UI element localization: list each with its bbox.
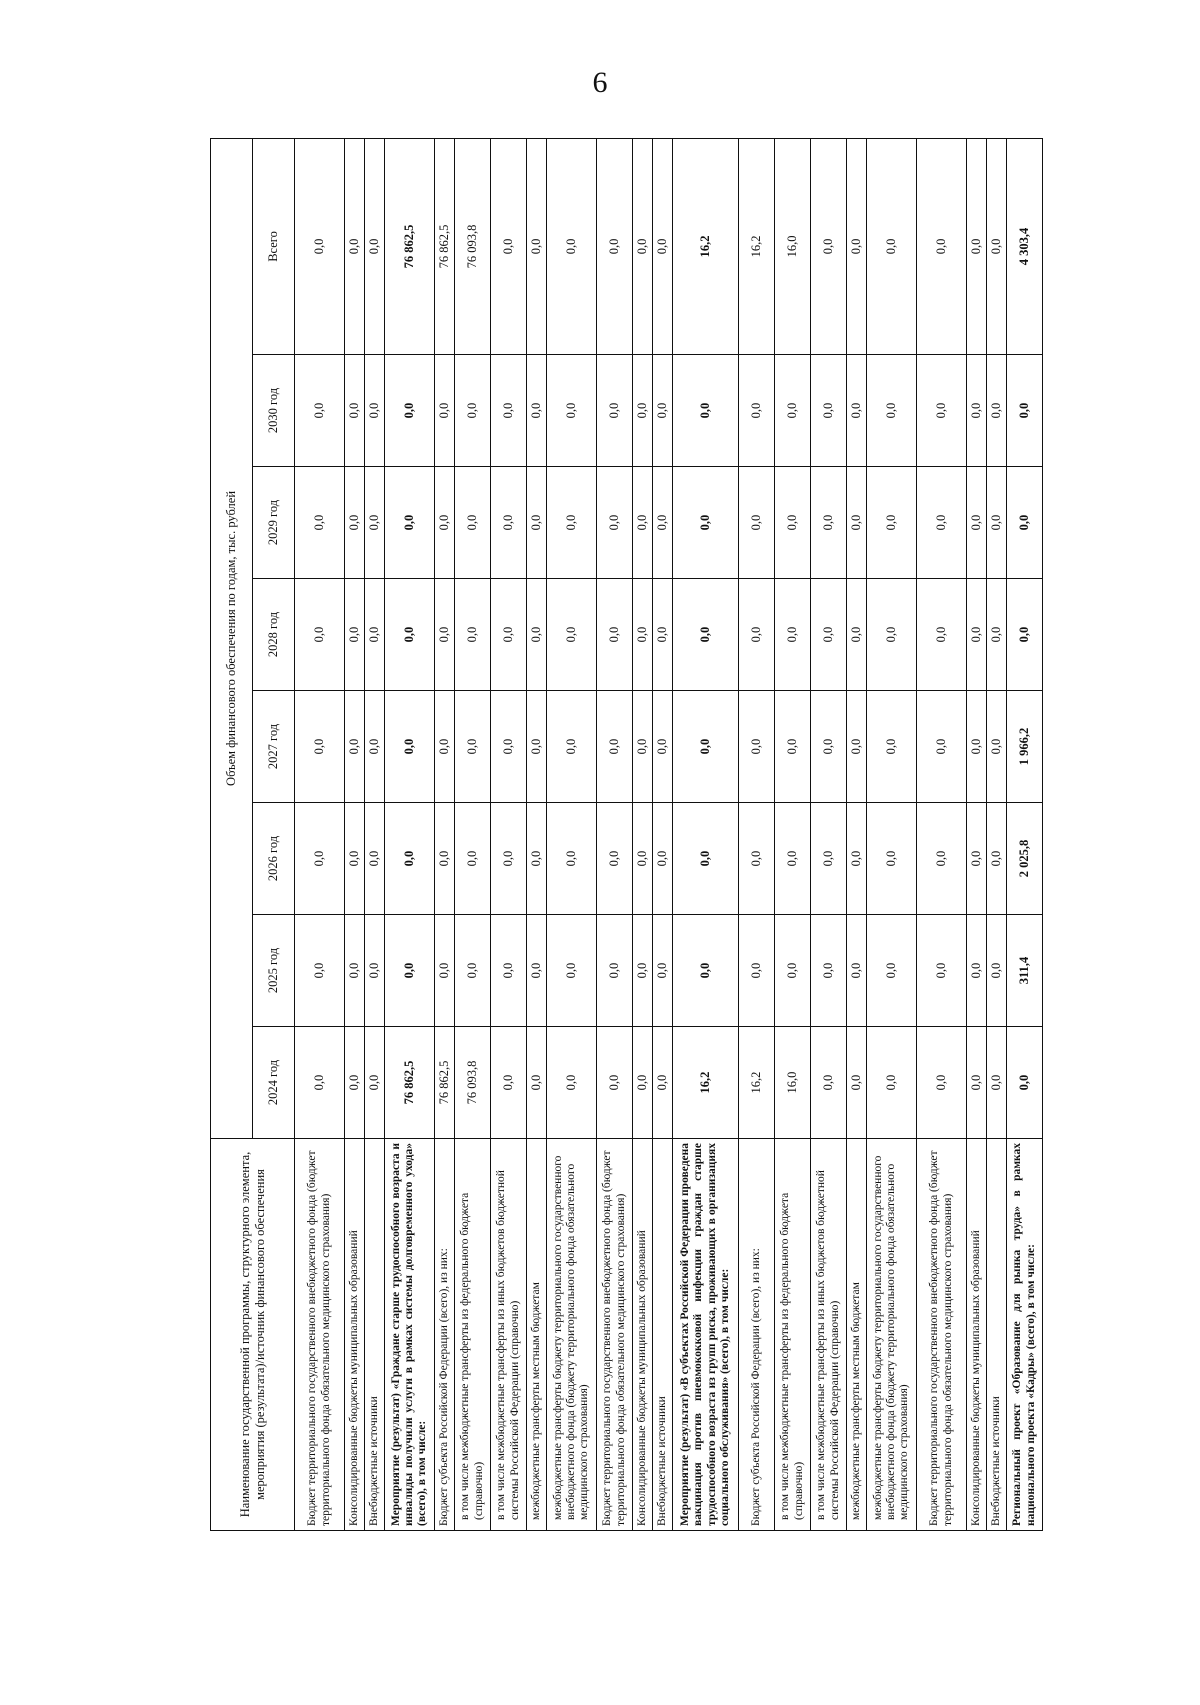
table-row <box>547 138 597 1530</box>
row-year-value: 0,0 <box>491 355 527 467</box>
row-year-value: 0,0 <box>547 1027 597 1139</box>
row-year-value: 0,0 <box>455 355 491 467</box>
row-year-value: 0,0 <box>917 915 967 1027</box>
row-year-value: 0,0 <box>491 467 527 579</box>
row-year-value: 0,0 <box>867 467 917 579</box>
row-year-value: 0,0 <box>673 355 739 467</box>
row-year-value: 0,0 <box>967 579 987 691</box>
row-year-value: 0,0 <box>653 691 673 803</box>
row-year-value: 0,0 <box>739 915 775 1027</box>
row-year-value: 2 025,8 <box>1007 803 1043 915</box>
row-year-value: 0,0 <box>811 691 847 803</box>
row-label: Бюджет субъекта Российской Федерации (всего), из них: <box>739 1139 775 1531</box>
row-year-value: 0,0 <box>295 467 345 579</box>
row-year-value: 0,0 <box>385 579 435 691</box>
row-year-value: 0,0 <box>385 691 435 803</box>
row-year-value: 0,0 <box>435 691 455 803</box>
row-year-value: 0,0 <box>653 579 673 691</box>
row-year-value: 0,0 <box>987 579 1007 691</box>
table-row <box>739 138 775 1530</box>
table-row <box>847 138 867 1530</box>
row-year-value: 16,2 <box>673 1027 739 1139</box>
table-row <box>385 138 435 1530</box>
table-row <box>345 138 365 1530</box>
row-total-value: 76 862,5 <box>435 138 455 354</box>
row-year-value: 0,0 <box>345 355 365 467</box>
row-year-value: 0,0 <box>365 691 385 803</box>
row-label: Бюджет субъекта Российской Федерации (всего), из них: <box>435 1139 455 1531</box>
table-row <box>597 138 633 1530</box>
row-year-value: 0,0 <box>345 579 365 691</box>
row-year-value: 0,0 <box>295 579 345 691</box>
row-label: в том числе межбюджетные трансферты из иных бюджетов бюджетной системы Российской Федерации (справочно) <box>811 1139 847 1531</box>
row-total-value: 0,0 <box>597 138 633 354</box>
row-year-value: 0,0 <box>967 915 987 1027</box>
row-year-value: 0,0 <box>633 691 653 803</box>
row-year-value: 0,0 <box>775 915 811 1027</box>
row-total-value: 0,0 <box>867 138 917 354</box>
row-year-value: 0,0 <box>811 915 847 1027</box>
row-label: Региональный проект «Образование для рынка труда» в рамках национального проекта «Кадры» (всего), в том числе: <box>1007 1139 1043 1531</box>
row-total-value: 0,0 <box>811 138 847 354</box>
header-year: 2029 год <box>253 467 295 579</box>
row-year-value: 0,0 <box>597 1027 633 1139</box>
row-year-value: 0,0 <box>365 467 385 579</box>
row-total-value: 0,0 <box>653 138 673 354</box>
row-year-value: 0,0 <box>345 803 365 915</box>
row-year-value: 0,0 <box>633 803 653 915</box>
table-row <box>811 138 847 1530</box>
row-year-value: 0,0 <box>527 579 547 691</box>
table-row <box>653 138 673 1530</box>
table-row <box>1007 138 1043 1530</box>
row-year-value: 0,0 <box>527 1027 547 1139</box>
row-year-value: 0,0 <box>867 915 917 1027</box>
row-year-value: 0,0 <box>527 915 547 1027</box>
row-year-value: 0,0 <box>633 355 653 467</box>
table-row <box>987 138 1007 1530</box>
row-label: Мероприятие (результат) «Граждане старше трудоспособного возраста и инвалиды получили услуги в рамках системы долговременного ухода» (всего), в том числе: <box>385 1139 435 1531</box>
row-year-value: 0,0 <box>1007 1027 1043 1139</box>
row-total-value: 0,0 <box>967 138 987 354</box>
row-year-value: 0,0 <box>547 915 597 1027</box>
row-year-value: 0,0 <box>917 1027 967 1139</box>
row-year-value: 311,4 <box>1007 915 1043 1027</box>
row-year-value: 0,0 <box>987 691 1007 803</box>
table-row <box>867 138 917 1530</box>
row-year-value: 76 862,5 <box>385 1027 435 1139</box>
table-row <box>295 138 345 1530</box>
financing-table <box>210 138 1043 1531</box>
row-year-value: 0,0 <box>1007 579 1043 691</box>
row-total-value: 0,0 <box>917 138 967 354</box>
row-year-value: 0,0 <box>653 915 673 1027</box>
row-year-value: 0,0 <box>739 803 775 915</box>
row-total-value: 76 093,8 <box>455 138 491 354</box>
row-year-value: 0,0 <box>435 915 455 1027</box>
row-year-value: 0,0 <box>365 1027 385 1139</box>
row-year-value: 0,0 <box>385 467 435 579</box>
row-year-value: 0,0 <box>385 355 435 467</box>
header-year: 2028 год <box>253 579 295 691</box>
row-year-value: 0,0 <box>633 579 653 691</box>
row-year-value: 0,0 <box>967 467 987 579</box>
table-row <box>967 138 987 1530</box>
row-total-value: 16,2 <box>673 138 739 354</box>
row-year-value: 0,0 <box>987 803 1007 915</box>
row-year-value: 0,0 <box>491 579 527 691</box>
header-year: 2025 год <box>253 915 295 1027</box>
row-year-value: 0,0 <box>491 691 527 803</box>
row-year-value: 0,0 <box>811 355 847 467</box>
row-total-value: 0,0 <box>365 138 385 354</box>
row-year-value: 0,0 <box>345 915 365 1027</box>
row-year-value: 0,0 <box>867 803 917 915</box>
row-year-value: 0,0 <box>847 691 867 803</box>
row-total-value: 0,0 <box>345 138 365 354</box>
row-year-value: 0,0 <box>365 803 385 915</box>
row-year-value: 0,0 <box>967 1027 987 1139</box>
row-year-value: 0,0 <box>597 915 633 1027</box>
table-row <box>491 138 527 1530</box>
row-label: Бюджет территориального государственного внебюджетного фонда (бюджет территориального фонда обязательного медицинского страхования) <box>597 1139 633 1531</box>
row-year-value: 0,0 <box>385 803 435 915</box>
table-row <box>455 138 491 1530</box>
row-year-value: 0,0 <box>775 467 811 579</box>
row-year-value: 0,0 <box>673 579 739 691</box>
page-number: 6 <box>592 66 608 99</box>
row-label: Внебюджетные источники <box>987 1139 1007 1531</box>
row-year-value: 0,0 <box>365 355 385 467</box>
row-year-value: 0,0 <box>527 691 547 803</box>
row-year-value: 0,0 <box>547 691 597 803</box>
row-year-value: 0,0 <box>295 355 345 467</box>
row-year-value: 0,0 <box>811 467 847 579</box>
row-year-value: 0,0 <box>775 691 811 803</box>
row-label: в том числе межбюджетные трансферты из федерального бюджета (справочно) <box>775 1139 811 1531</box>
row-year-value: 0,0 <box>847 803 867 915</box>
row-total-value: 76 862,5 <box>385 138 435 354</box>
row-year-value: 1 966,2 <box>1007 691 1043 803</box>
row-total-value: 0,0 <box>491 138 527 354</box>
table-row <box>775 138 811 1530</box>
row-year-value: 0,0 <box>847 467 867 579</box>
row-year-value: 0,0 <box>653 1027 673 1139</box>
row-year-value: 0,0 <box>987 355 1007 467</box>
row-year-value: 0,0 <box>345 691 365 803</box>
row-year-value: 0,0 <box>917 691 967 803</box>
row-year-value: 0,0 <box>365 915 385 1027</box>
row-year-value: 0,0 <box>295 691 345 803</box>
row-year-value: 0,0 <box>1007 355 1043 467</box>
row-year-value: 0,0 <box>987 1027 1007 1139</box>
row-total-value: 0,0 <box>527 138 547 354</box>
rotated-table-wrapper <box>210 139 1098 1531</box>
row-year-value: 0,0 <box>739 691 775 803</box>
row-year-value: 0,0 <box>527 467 547 579</box>
row-year-value: 0,0 <box>547 355 597 467</box>
row-label: межбюджетные трансферты бюджету территориального государственного внебюджетного фонда (бюджету территориального фонда обязательного медицинского страхования) <box>547 1139 597 1531</box>
header-year: 2030 год <box>253 355 295 467</box>
header-year: 2024 год <box>253 1027 295 1139</box>
row-year-value: 0,0 <box>673 467 739 579</box>
row-year-value: 76 862,5 <box>435 1027 455 1139</box>
row-year-value: 0,0 <box>867 1027 917 1139</box>
row-year-value: 0,0 <box>967 803 987 915</box>
row-year-value: 0,0 <box>597 579 633 691</box>
row-year-value: 0,0 <box>811 1027 847 1139</box>
row-year-value: 0,0 <box>455 579 491 691</box>
row-year-value: 0,0 <box>597 467 633 579</box>
row-year-value: 76 093,8 <box>455 1027 491 1139</box>
header-group-title: Объем финансового обеспечения по годам, тыс. рублей <box>211 138 253 1138</box>
row-year-value: 0,0 <box>597 691 633 803</box>
row-year-value: 0,0 <box>653 467 673 579</box>
row-total-value: 0,0 <box>847 138 867 354</box>
row-total-value: 4 303,4 <box>1007 138 1043 354</box>
row-year-value: 0,0 <box>547 803 597 915</box>
header-total: Всего <box>253 138 295 354</box>
row-label: Внебюджетные источники <box>653 1139 673 1531</box>
row-year-value: 0,0 <box>673 803 739 915</box>
row-label: межбюджетные трансферты бюджету территориального государственного внебюджетного фонда (бюджету территориального фонда обязательного медицинского страхования) <box>867 1139 917 1531</box>
row-year-value: 0,0 <box>917 355 967 467</box>
row-year-value: 0,0 <box>867 579 917 691</box>
row-year-value: 0,0 <box>455 915 491 1027</box>
row-year-value: 0,0 <box>847 915 867 1027</box>
row-year-value: 0,0 <box>491 915 527 1027</box>
row-year-value: 0,0 <box>633 467 653 579</box>
row-label: межбюджетные трансферты местным бюджетам <box>527 1139 547 1531</box>
row-year-value: 0,0 <box>847 1027 867 1139</box>
row-year-value: 0,0 <box>739 579 775 691</box>
row-year-value: 0,0 <box>491 1027 527 1139</box>
row-year-value: 0,0 <box>633 1027 653 1139</box>
header-name-column: Наименование государственной программы, структурного элемента, мероприятия (результата)/источник финансового обеспечения <box>211 1139 295 1531</box>
row-year-value: 0,0 <box>295 1027 345 1139</box>
row-year-value: 0,0 <box>295 915 345 1027</box>
row-total-value: 0,0 <box>633 138 653 354</box>
row-year-value: 0,0 <box>455 803 491 915</box>
header-year: 2027 год <box>253 691 295 803</box>
row-year-value: 0,0 <box>987 915 1007 1027</box>
row-year-value: 0,0 <box>673 915 739 1027</box>
row-year-value: 0,0 <box>917 579 967 691</box>
row-year-value: 0,0 <box>597 803 633 915</box>
row-total-value: 0,0 <box>547 138 597 354</box>
row-year-value: 0,0 <box>633 915 653 1027</box>
row-year-value: 16,0 <box>775 1027 811 1139</box>
row-year-value: 0,0 <box>597 355 633 467</box>
table-row <box>917 138 967 1530</box>
row-year-value: 0,0 <box>867 355 917 467</box>
row-year-value: 0,0 <box>775 355 811 467</box>
row-year-value: 0,0 <box>917 467 967 579</box>
row-year-value: 0,0 <box>653 355 673 467</box>
row-year-value: 0,0 <box>1007 467 1043 579</box>
row-year-value: 0,0 <box>435 803 455 915</box>
row-year-value: 0,0 <box>811 579 847 691</box>
row-label: Внебюджетные источники <box>365 1139 385 1531</box>
row-year-value: 0,0 <box>775 803 811 915</box>
row-year-value: 0,0 <box>455 691 491 803</box>
row-year-value: 0,0 <box>435 355 455 467</box>
row-label: Консолидированные бюджеты муниципальных образований <box>633 1139 653 1531</box>
row-year-value: 0,0 <box>867 691 917 803</box>
row-year-value: 16,2 <box>739 1027 775 1139</box>
row-label: Бюджет территориального государственного внебюджетного фонда (бюджет территориального фонда обязательного медицинского страхования) <box>295 1139 345 1531</box>
row-year-value: 0,0 <box>967 691 987 803</box>
row-year-value: 0,0 <box>847 579 867 691</box>
row-year-value: 0,0 <box>527 803 547 915</box>
row-year-value: 0,0 <box>455 467 491 579</box>
row-total-value: 16,0 <box>775 138 811 354</box>
row-year-value: 0,0 <box>295 803 345 915</box>
row-year-value: 0,0 <box>775 579 811 691</box>
table-row <box>365 138 385 1530</box>
row-year-value: 0,0 <box>653 803 673 915</box>
row-year-value: 0,0 <box>491 803 527 915</box>
row-year-value: 0,0 <box>739 355 775 467</box>
row-year-value: 0,0 <box>847 355 867 467</box>
row-label: Консолидированные бюджеты муниципальных образований <box>967 1139 987 1531</box>
row-year-value: 0,0 <box>987 467 1007 579</box>
row-year-value: 0,0 <box>365 579 385 691</box>
header-year: 2026 год <box>253 803 295 915</box>
row-year-value: 0,0 <box>527 355 547 467</box>
row-year-value: 0,0 <box>345 1027 365 1139</box>
row-label: в том числе межбюджетные трансферты из иных бюджетов бюджетной системы Российской Федерации (справочно) <box>491 1139 527 1531</box>
table-row <box>633 138 653 1530</box>
table-row <box>673 138 739 1530</box>
row-year-value: 0,0 <box>345 467 365 579</box>
table-row <box>527 138 547 1530</box>
row-label: Бюджет территориального государственного внебюджетного фонда (бюджет территориального фонда обязательного медицинского страхования) <box>917 1139 967 1531</box>
row-label: Мероприятие (результат) «В субъектах Российской Федерации проведена вакцинация против пневмококковой инфекции граждан старше трудоспособного возраста из групп риска, проживающих в организациях социального обслуживания» (всего), в том числе: <box>673 1139 739 1531</box>
row-total-value: 0,0 <box>295 138 345 354</box>
row-year-value: 0,0 <box>435 579 455 691</box>
row-year-value: 0,0 <box>385 915 435 1027</box>
row-year-value: 0,0 <box>673 691 739 803</box>
row-total-value: 16,2 <box>739 138 775 354</box>
row-year-value: 0,0 <box>739 467 775 579</box>
table-body <box>295 138 1043 1530</box>
table-row <box>435 138 455 1530</box>
row-year-value: 0,0 <box>917 803 967 915</box>
row-year-value: 0,0 <box>547 467 597 579</box>
row-label: Консолидированные бюджеты муниципальных образований <box>345 1139 365 1531</box>
row-year-value: 0,0 <box>811 803 847 915</box>
row-year-value: 0,0 <box>967 355 987 467</box>
row-total-value: 0,0 <box>987 138 1007 354</box>
row-year-value: 0,0 <box>547 579 597 691</box>
row-label: в том числе межбюджетные трансферты из федерального бюджета (справочно) <box>455 1139 491 1531</box>
row-label: межбюджетные трансферты местным бюджетам <box>847 1139 867 1531</box>
row-year-value: 0,0 <box>435 467 455 579</box>
